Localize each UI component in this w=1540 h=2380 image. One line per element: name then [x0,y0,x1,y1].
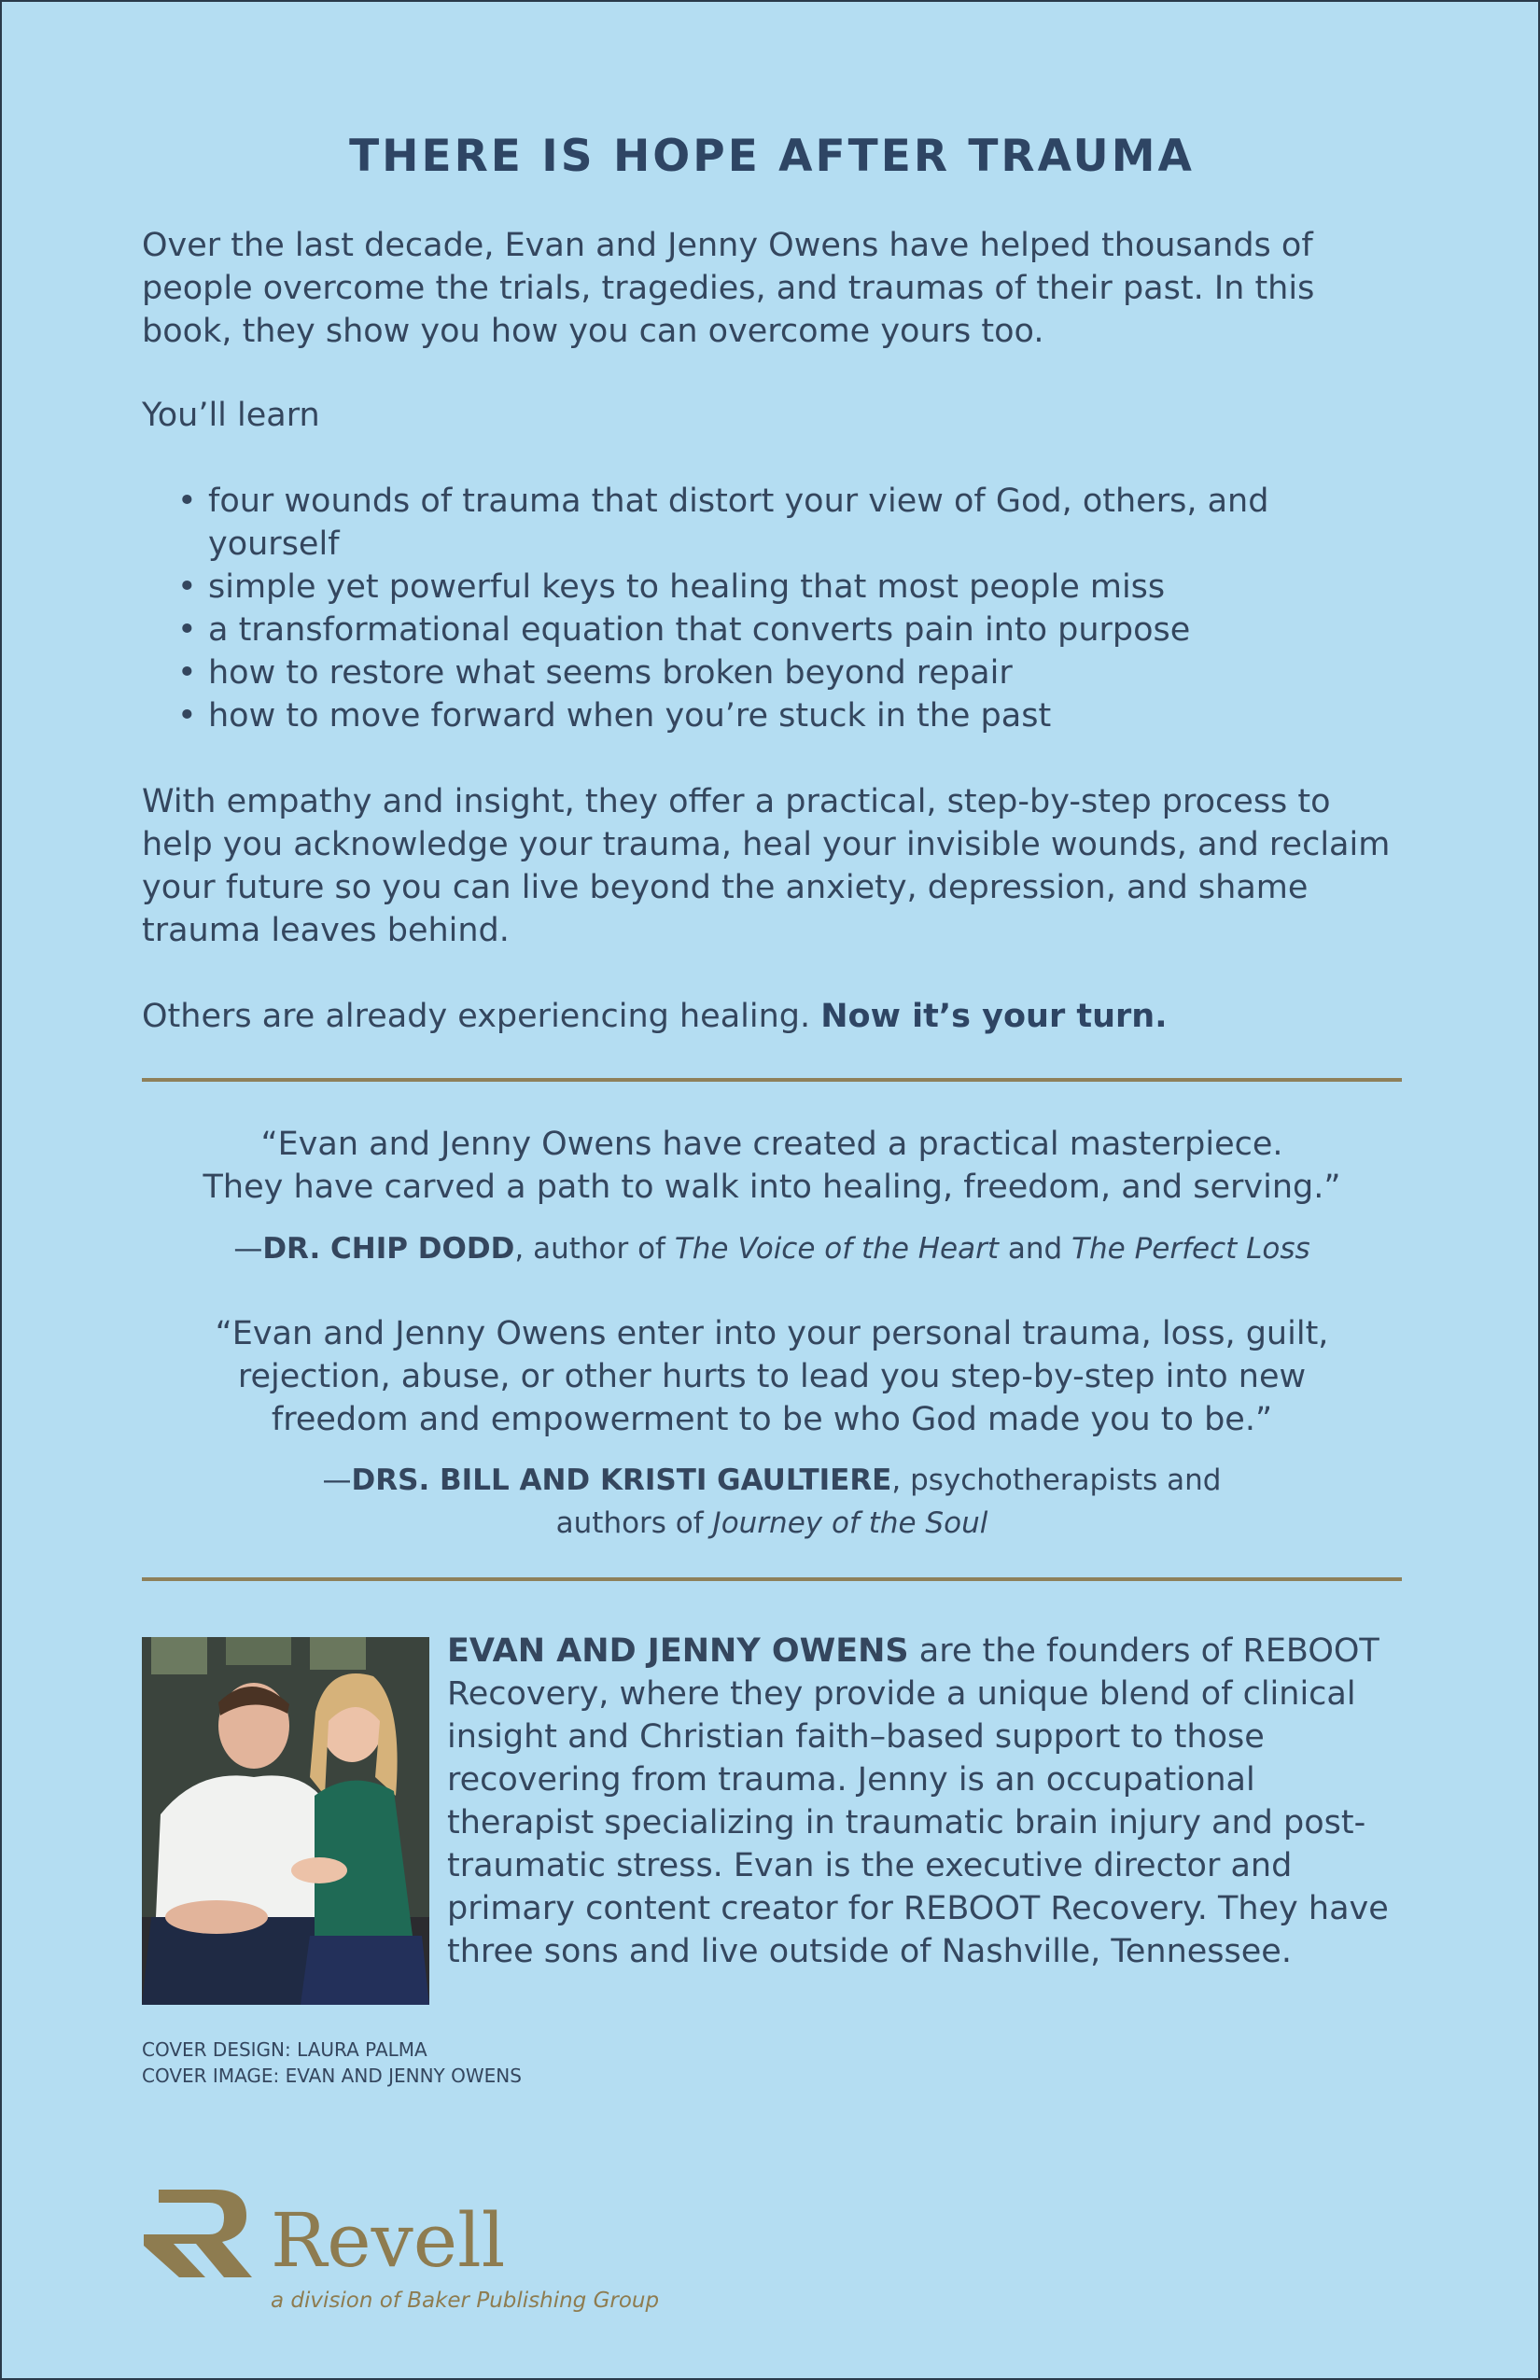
learn-list [142,480,1402,737]
empathy-paragraph: With empathy and insight, they offer a practical, step-by-step process to help you acknowledge your trauma, heal your invisible wounds, and reclaim your future so you can live beyond the anxiety, depression, and shame trauma leaves behind. [142,783,1391,949]
divider-top [142,1078,1402,1082]
list-item: • how to restore what seems broken beyond repair [142,651,1402,694]
cover-credits [142,2037,522,2089]
endorsement-quote-2: “Evan and Jenny Owens enter into your personal trauma, loss, guilt, rejection, abuse, or other hurts to lead you step-by-step into new freedom and empowerment to be who God made you to be.” [215,1315,1329,1438]
divider-bottom [142,1577,1402,1581]
cover-image-credit: COVER IMAGE: EVAN AND JENNY OWENS [142,2065,522,2087]
endorser-name: DRS. BILL AND KRISTI GAULTIERE [351,1463,892,1497]
author-bio: EVAN AND JENNY OWENS are the founders of REBOOT Recovery, where they provide a unique blend of clinical insight and Christian faith–based support to those recovering from trauma. Jenny is an occupational therapist specializing in traumatic brain injury and post-traumatic stress. Evan is the executive director and primary content creator for REBOOT Recovery. They have three sons and live outside of Nashville, Tennessee. [447,1632,1389,1970]
book-title: The Perfect Loss [1071,1232,1310,1266]
publisher-tagline: a division of Baker Publishing Group [271,2289,660,2313]
publisher-name: Revell [271,2197,506,2284]
book-title: The Voice of the Heart [674,1232,1000,1266]
publisher-logo [142,2188,660,2313]
list-item: • simple yet powerful keys to healing that most people miss [142,566,1402,609]
list-item: • how to move forward when you’re stuck in the past [142,694,1402,737]
endorsement-attribution-1: —DR. CHIP DODD, author of The Voice of the Heart and The Perfect Loss [233,1232,1310,1266]
endorsement-attribution-2: —DRS. BILL AND KRISTI GAULTIERE, psychotherapists and authors of Journey of the Soul [322,1463,1222,1540]
bullet-icon: • [177,611,197,649]
list-item: • a transformational equation that converts pain into purpose [142,609,1402,651]
author-names: EVAN AND JENNY OWENS [447,1632,909,1670]
your-turn-emphasis: Now it’s your turn. [820,998,1168,1035]
author-photo [142,1637,429,2005]
list-item: • four wounds of trauma that distort your view of God, others, and yourself [142,480,1402,566]
page-title: THERE IS HOPE AFTER TRAUMA [349,131,1195,182]
bullet-icon: • [177,697,197,735]
author-photo-illustration [142,1637,429,2005]
bullet-icon: • [177,568,197,606]
book-title: Journey of the Soul [712,1506,988,1540]
learn-label: You’ll learn [142,397,320,434]
intro-paragraph: Over the last decade, Evan and Jenny Owens have helped thousands of people overcome the trials, tragedies, and traumas of their past. In this book, they show you how you can overcome yours too. [142,227,1315,350]
your-turn-paragraph: Others are already experiencing healing. Now it’s your turn. [142,998,1168,1035]
endorser-name: DR. CHIP DODD [262,1232,515,1266]
bullet-icon: • [177,483,197,520]
cover-design-credit: COVER DESIGN: LAURA PALMA [142,2038,427,2061]
endorsement-quote-1: “Evan and Jenny Owens have created a practical masterpiece. They have carved a path to walk into healing, freedom, and serving.” [203,1126,1341,1206]
revell-r-icon [142,2188,259,2281]
bullet-icon: • [177,654,197,692]
